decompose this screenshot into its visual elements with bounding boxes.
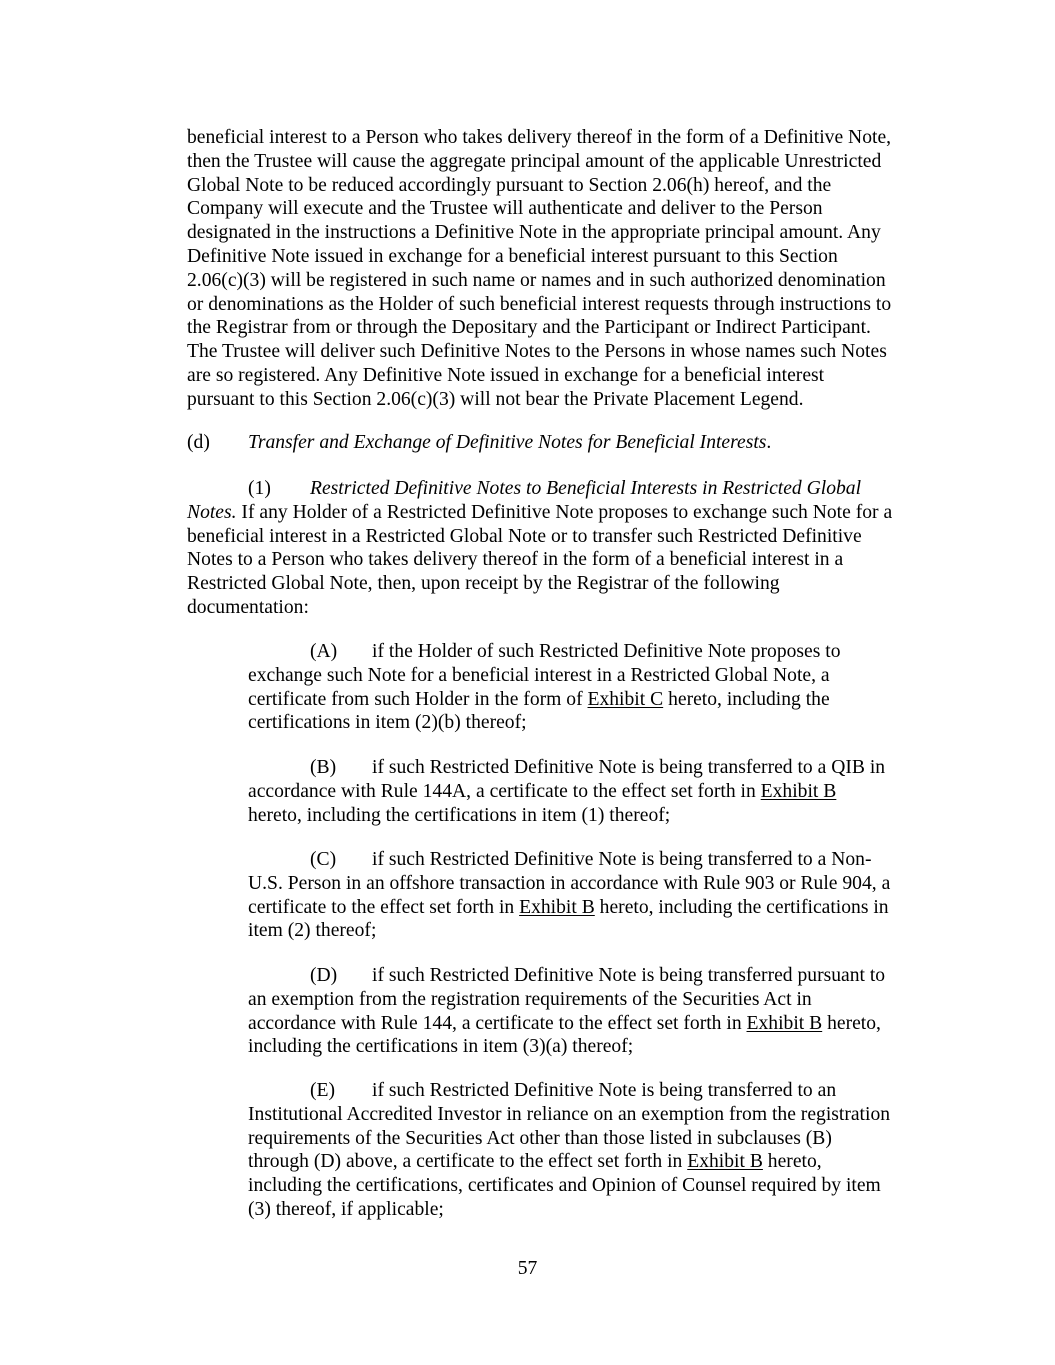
text-line: Notes to a Person who takes delivery thereof in the form of a beneficial interest in a [187,549,844,571]
section-1-paragraph [187,477,947,620]
text-line: through (D) above, a certificate to the effect set forth in [248,1151,688,1173]
clause-e [248,1079,948,1222]
exhibit-b-link: Exhibit B [687,1151,763,1173]
section-d-heading [187,431,947,455]
text-line: Definitive Note issued in exchange for a beneficial interest pursuant to this Section [187,245,838,267]
clause-c-label: (C) [310,849,337,870]
clause-d [248,964,948,1059]
text-line: Company will execute and the Trustee will authenticate and deliver to the Person [187,198,823,220]
exhibit-b-link: Exhibit B [519,896,595,918]
exhibit-c-link: Exhibit C [587,688,664,710]
clause-a-label: (A) [310,641,338,662]
text-line: exchange such Note for a beneficial interest in a Restricted Global Note, a [248,664,830,686]
clause-c [248,848,948,943]
clause-d-label: (D) [310,965,338,986]
text-line: 2.06(c)(3) will be registered in such name or names and in such authorized denomination [187,269,886,291]
text-line: hereto, [822,1012,881,1034]
text-line: designated in the instructions a Definitive Note in the appropriate principal amount. Any [187,222,881,244]
text-line: Global Note to be reduced accordingly pursuant to Section 2.06(h) hereof, and the [187,174,832,196]
intro-paragraph [187,126,947,412]
text-line: hereto, including the [663,688,830,710]
text-line: including the certifications in item (3)(a) thereof; [248,1036,634,1058]
text-line: item (2) thereof; [248,920,377,942]
text-line: hereto, [762,1151,822,1173]
text-line: Restricted Global Note, then, upon receipt by the Registrar of the following [187,573,780,595]
text-line: If any Holder of a Restricted Definitive Note proposes to exchange such Note for a [236,501,893,523]
clause-a [248,640,948,735]
text-line: are so registered. Any Definitive Note issued in exchange for a beneficial interest [187,364,825,386]
text-line: accordance with Rule 144A, a certificate to the effect set forth in [248,780,761,802]
text-line: if such Restricted Definitive Note is being transferred to a Non- [372,849,872,870]
text-line: Institutional Accredited Investor in reliance on an exemption from the registration [248,1103,891,1125]
text-line: accordance with Rule 144, a certificate to the effect set forth in [248,1012,747,1034]
text-line: pursuant to this Section 2.06(c)(3) will not bear the Private Placement Legend. [187,388,804,410]
text-line: certificate from such Holder in the form of [248,688,588,710]
clause-e-label: (E) [310,1080,336,1101]
text-line: beneficial interest in a Restricted Global Note or to transfer such Restricted Definitive [187,525,862,547]
text-line: beneficial interest to a Person who takes delivery thereof in the form of a Definitive Note, [187,127,892,148]
text-line: certificate to the effect set forth in [248,896,520,918]
text-line: including the certifications, certificates and Opinion of Counsel required by item [248,1175,881,1197]
clause-b-label: (B) [310,757,337,778]
text-line: if such Restricted Definitive Note is being transferred pursuant to [372,965,886,986]
text-line: if the Holder of such Restricted Definitive Note proposes to [372,641,841,662]
section-d-label: (d) [187,432,210,453]
section-1-title: Restricted Definitive Notes to Beneficial Interests in Restricted Global [310,478,862,499]
text-line: requirements of the Securities Act other than those listed in subclauses (B) [248,1127,832,1149]
text-line: the Registrar from or through the Depositary and the Participant or Indirect Participant. [187,317,871,339]
page-number: 57 [517,1258,538,1279]
text-line: if such Restricted Definitive Note is being transferred to a QIB in [372,757,886,778]
section-d-title: Transfer and Exchange of Definitive Notes for Beneficial Interests [248,432,767,453]
exhibit-b-link: Exhibit B [760,780,837,802]
section-1-label: (1) [248,478,271,499]
text-line: The Trustee will deliver such Definitive Notes to the Persons in whose names such Notes [187,341,887,363]
text-line: certifications in item (2)(b) thereof; [248,712,527,734]
section-d-period: . [766,432,772,453]
text-line: U.S. Person in an offshore transaction in accordance with Rule 903 or Rule 904, a [248,872,891,894]
text-line: hereto, including the certifications in item (1) thereof; [248,804,671,826]
exhibit-b-link: Exhibit B [746,1012,823,1034]
text-line: then the Trustee will cause the aggregate principal amount of the applicable Unrestricted [187,150,882,172]
text-line: (3) thereof, if applicable; [248,1198,444,1220]
section-1-title-end: Notes. [187,501,237,523]
clause-b [248,756,948,827]
text-line: hereto, including the certifications in [594,896,889,918]
text-line: or denominations as the Holder of such beneficial interest requests through instructions to [187,293,892,315]
text-line: an exemption from the registration requirements of the Securities Act in [248,988,812,1010]
text-line: documentation: [187,596,309,618]
text-line: if such Restricted Definitive Note is being transferred to an [372,1080,837,1101]
